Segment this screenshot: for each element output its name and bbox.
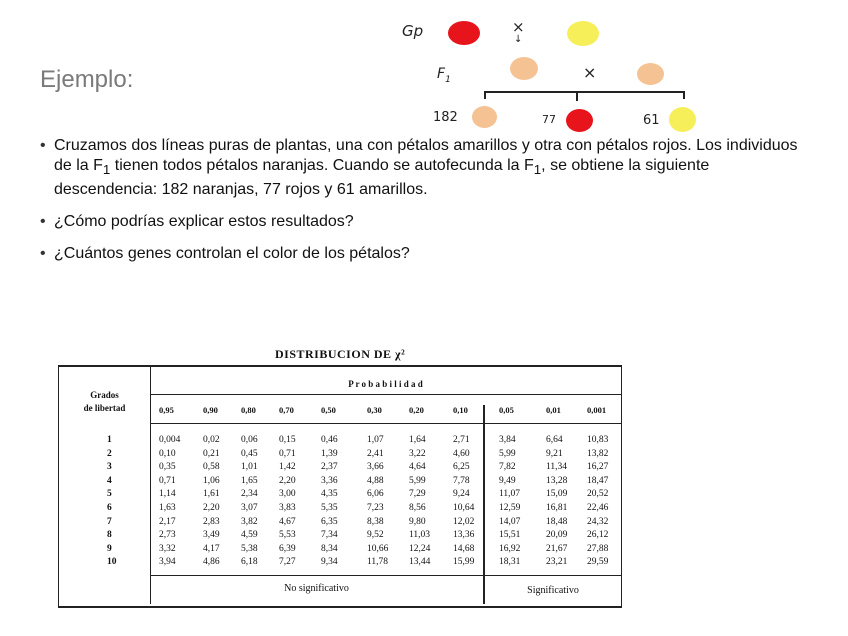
table-cell: 26,12 — [587, 530, 609, 541]
orange-f1-dot-1 — [510, 57, 538, 80]
bullet-question-1: • ¿Cómo podrías explicar estos resultados? — [40, 212, 810, 232]
table-cell: 5,35 — [321, 503, 338, 513]
table-cell: 3,36 — [321, 475, 338, 486]
divider — [150, 575, 621, 576]
table-cell: 0,71 — [159, 475, 176, 486]
table-cell: 0,46 — [321, 435, 338, 445]
table-cell: 9,24 — [453, 489, 470, 500]
table-cell: 8,34 — [321, 543, 338, 554]
table-cell: 11,34 — [546, 462, 568, 473]
table-cell: 12,59 — [499, 503, 521, 513]
table-cell: 22,46 — [587, 503, 609, 513]
table-cell: 20,52 — [587, 489, 609, 500]
table-cell: 0,21 — [203, 448, 220, 459]
table-cell: 1,06 — [203, 475, 220, 486]
column-header: 0,001 — [587, 405, 607, 415]
table-cell: 1,63 — [159, 503, 176, 513]
table-cell: 4,59 — [241, 530, 258, 541]
dof-value: 8 — [107, 530, 112, 541]
column-header: 0,50 — [321, 405, 336, 415]
f1-label: $F_1$ — [437, 66, 451, 85]
table-cell: 1,42 — [279, 462, 296, 473]
table-cell: 4,35 — [321, 489, 338, 500]
column-header: 0,01 — [546, 405, 561, 415]
table-cell: 7,27 — [279, 557, 296, 568]
table-cell: 27,88 — [587, 543, 609, 554]
table-cell: 10,66 — [367, 543, 389, 554]
table-cell: 16,27 — [587, 462, 609, 473]
table-cell: 1,07 — [367, 435, 384, 445]
table-cell: 0,06 — [241, 435, 258, 445]
count-orange: 182 — [433, 110, 458, 125]
table-cell: 2,41 — [367, 448, 384, 459]
table-cell: 6,06 — [367, 489, 384, 500]
cross-symbol-top: × — [512, 18, 525, 36]
dof-value: 2 — [107, 448, 112, 459]
table-cell: 4,17 — [203, 543, 220, 554]
dof-value: 6 — [107, 503, 112, 513]
table-cell: 13,36 — [453, 530, 475, 541]
column-header: 0,05 — [499, 405, 514, 415]
table-cell: 3,82 — [241, 516, 258, 527]
table-cell: 29,59 — [587, 557, 609, 568]
yellow-f2-dot — [669, 107, 696, 132]
table-cell: 11,78 — [367, 557, 389, 568]
table-cell: 14,68 — [453, 543, 475, 554]
table-cell: 2,20 — [279, 475, 296, 486]
table-cell: 10,64 — [453, 503, 475, 513]
chi-square-table — [58, 365, 622, 608]
gp-label: Gp — [402, 22, 424, 40]
column-header: 0,20 — [409, 405, 424, 415]
column-header: 0,70 — [279, 405, 294, 415]
table-cell: 7,23 — [367, 503, 384, 513]
table-cell: 0,004 — [159, 435, 181, 445]
table-cell: 3,49 — [203, 530, 220, 541]
dof-value: 9 — [107, 543, 112, 554]
table-cell: 8,38 — [367, 516, 384, 527]
table-cell: 2,17 — [159, 516, 176, 527]
table-cell: 11,03 — [409, 530, 431, 541]
table-cell: 15,99 — [453, 557, 475, 568]
red-parent-dot — [448, 21, 480, 45]
column-header: 0,95 — [159, 405, 174, 415]
column-header: 0,90 — [203, 405, 218, 415]
table-cell: 24,32 — [587, 516, 609, 527]
table-cell: 21,67 — [546, 543, 568, 554]
table-cell: 13,28 — [546, 475, 568, 486]
table-cell: 4,67 — [279, 516, 296, 527]
table-cell: 1,01 — [241, 462, 258, 473]
table-cell: 2,20 — [203, 503, 220, 513]
table-cell: 3,84 — [499, 435, 516, 445]
orange-f2-dot — [472, 106, 497, 128]
orange-f1-dot-2 — [637, 63, 664, 85]
divider — [150, 367, 151, 604]
slide-title: Ejemplo: — [40, 66, 134, 93]
branch-mid — [576, 91, 578, 101]
table-cell: 1,39 — [321, 448, 338, 459]
divider — [150, 394, 621, 395]
table-cell: 5,38 — [241, 543, 258, 554]
table-cell: 7,82 — [499, 462, 516, 473]
red-f2-dot — [566, 109, 593, 132]
table-cell: 18,31 — [499, 557, 521, 568]
table-cell: 0,10 — [159, 448, 176, 459]
table-cell: 7,78 — [453, 475, 470, 486]
table-cell: 6,35 — [321, 516, 338, 527]
table-cell: 5,99 — [409, 475, 426, 486]
column-header: 0,10 — [453, 405, 468, 415]
table-cell: 6,64 — [546, 435, 563, 445]
table-cell: 15,09 — [546, 489, 568, 500]
count-red: 77 — [542, 113, 556, 126]
arrow-down-icon: ↓ — [514, 34, 523, 45]
count-yellow: 61 — [643, 113, 660, 128]
table-cell: 16,92 — [499, 543, 521, 554]
table-cell: 10,83 — [587, 435, 609, 445]
dof-value: 7 — [107, 516, 112, 527]
table-cell: 0,71 — [279, 448, 296, 459]
dof-value: 5 — [107, 489, 112, 500]
table-cell: 18,48 — [546, 516, 568, 527]
bullet-list — [40, 136, 810, 276]
table-cell: 0,15 — [279, 435, 296, 445]
table-cell: 4,60 — [453, 448, 470, 459]
column-header: 0,30 — [367, 405, 382, 415]
table-cell: 23,21 — [546, 557, 568, 568]
dof-value: 1 — [107, 435, 112, 445]
table-cell: 2,73 — [159, 530, 176, 541]
table-cell: 2,71 — [453, 435, 470, 445]
table-cell: 13,82 — [587, 448, 609, 459]
footer-no-significativo: No significativo — [284, 583, 349, 594]
table-cell: 0,45 — [241, 448, 258, 459]
column-header: 0,80 — [241, 405, 256, 415]
table-cell: 1,61 — [203, 489, 220, 500]
table-cell: 1,65 — [241, 475, 258, 486]
table-cell: 11,07 — [499, 489, 521, 500]
table-cell: 6,18 — [241, 557, 258, 568]
table-cell: 14,07 — [499, 516, 521, 527]
bullet-problem: • Cruzamos dos líneas puras de plantas, una con pétalos amarillos y otra con pétalos rojos. Los individuos de la $F_1$ tienen todos pétalos naranjas. Cuando se autofecunda la $F_1$, se obtiene la siguiente descendencia: 182 naranjas, 77 rojos y 61 amarillos. — [40, 136, 810, 200]
footer-significativo: Significativo — [527, 585, 579, 596]
table-cell: 0,02 — [203, 435, 220, 445]
dof-header: Grados de libertad — [83, 390, 126, 413]
table-cell: 16,81 — [546, 503, 568, 513]
table-cell: 2,34 — [241, 489, 258, 500]
bullet-question-2: • ¿Cuántos genes controlan el color de los pétalos? — [40, 244, 810, 264]
dof-value: 10 — [107, 557, 117, 568]
table-cell: 8,56 — [409, 503, 426, 513]
dof-value: 3 — [107, 462, 112, 473]
table-cell: 9,34 — [321, 557, 338, 568]
table-cell: 2,83 — [203, 516, 220, 527]
cross-symbol-f1: × — [583, 63, 597, 82]
table-cell: 6,39 — [279, 543, 296, 554]
table-cell: 4,64 — [409, 462, 426, 473]
table-cell: 3,07 — [241, 503, 258, 513]
branch-left — [484, 91, 486, 99]
table-cell: 12,24 — [409, 543, 431, 554]
table-cell: 7,29 — [409, 489, 426, 500]
table-cell: 2,37 — [321, 462, 338, 473]
probability-header: P r o b a b i l i d a d — [348, 379, 423, 389]
table-cell: 0,35 — [159, 462, 176, 473]
table-cell: 6,25 — [453, 462, 470, 473]
table-cell: 13,44 — [409, 557, 431, 568]
table-title: DISTRIBUCION DE χ² — [275, 347, 406, 361]
table-cell: 3,32 — [159, 543, 176, 554]
table-cell: 9,21 — [546, 448, 563, 459]
table-cell: 5,99 — [499, 448, 516, 459]
table-cell: 1,64 — [409, 435, 426, 445]
table-cell: 3,94 — [159, 557, 176, 568]
branch-line — [484, 91, 684, 93]
branch-right — [683, 91, 685, 99]
table-cell: 3,83 — [279, 503, 296, 513]
table-cell: 1,14 — [159, 489, 176, 500]
table-cell: 5,53 — [279, 530, 296, 541]
divider — [150, 423, 621, 424]
table-cell: 0,58 — [203, 462, 220, 473]
table-cell: 9,52 — [367, 530, 384, 541]
table-cell: 9,49 — [499, 475, 516, 486]
dof-value: 4 — [107, 475, 112, 486]
table-cell: 20,09 — [546, 530, 568, 541]
table-cell: 15,51 — [499, 530, 521, 541]
table-cell: 3,66 — [367, 462, 384, 473]
yellow-parent-dot — [567, 21, 599, 46]
table-cell: 3,22 — [409, 448, 426, 459]
table-cell: 4,88 — [367, 475, 384, 486]
table-cell: 7,34 — [321, 530, 338, 541]
table-cell: 12,02 — [453, 516, 475, 527]
table-cell: 4,86 — [203, 557, 220, 568]
table-cell: 18,47 — [587, 475, 609, 486]
table-cell: 9,80 — [409, 516, 426, 527]
table-cell: 3,00 — [279, 489, 296, 500]
